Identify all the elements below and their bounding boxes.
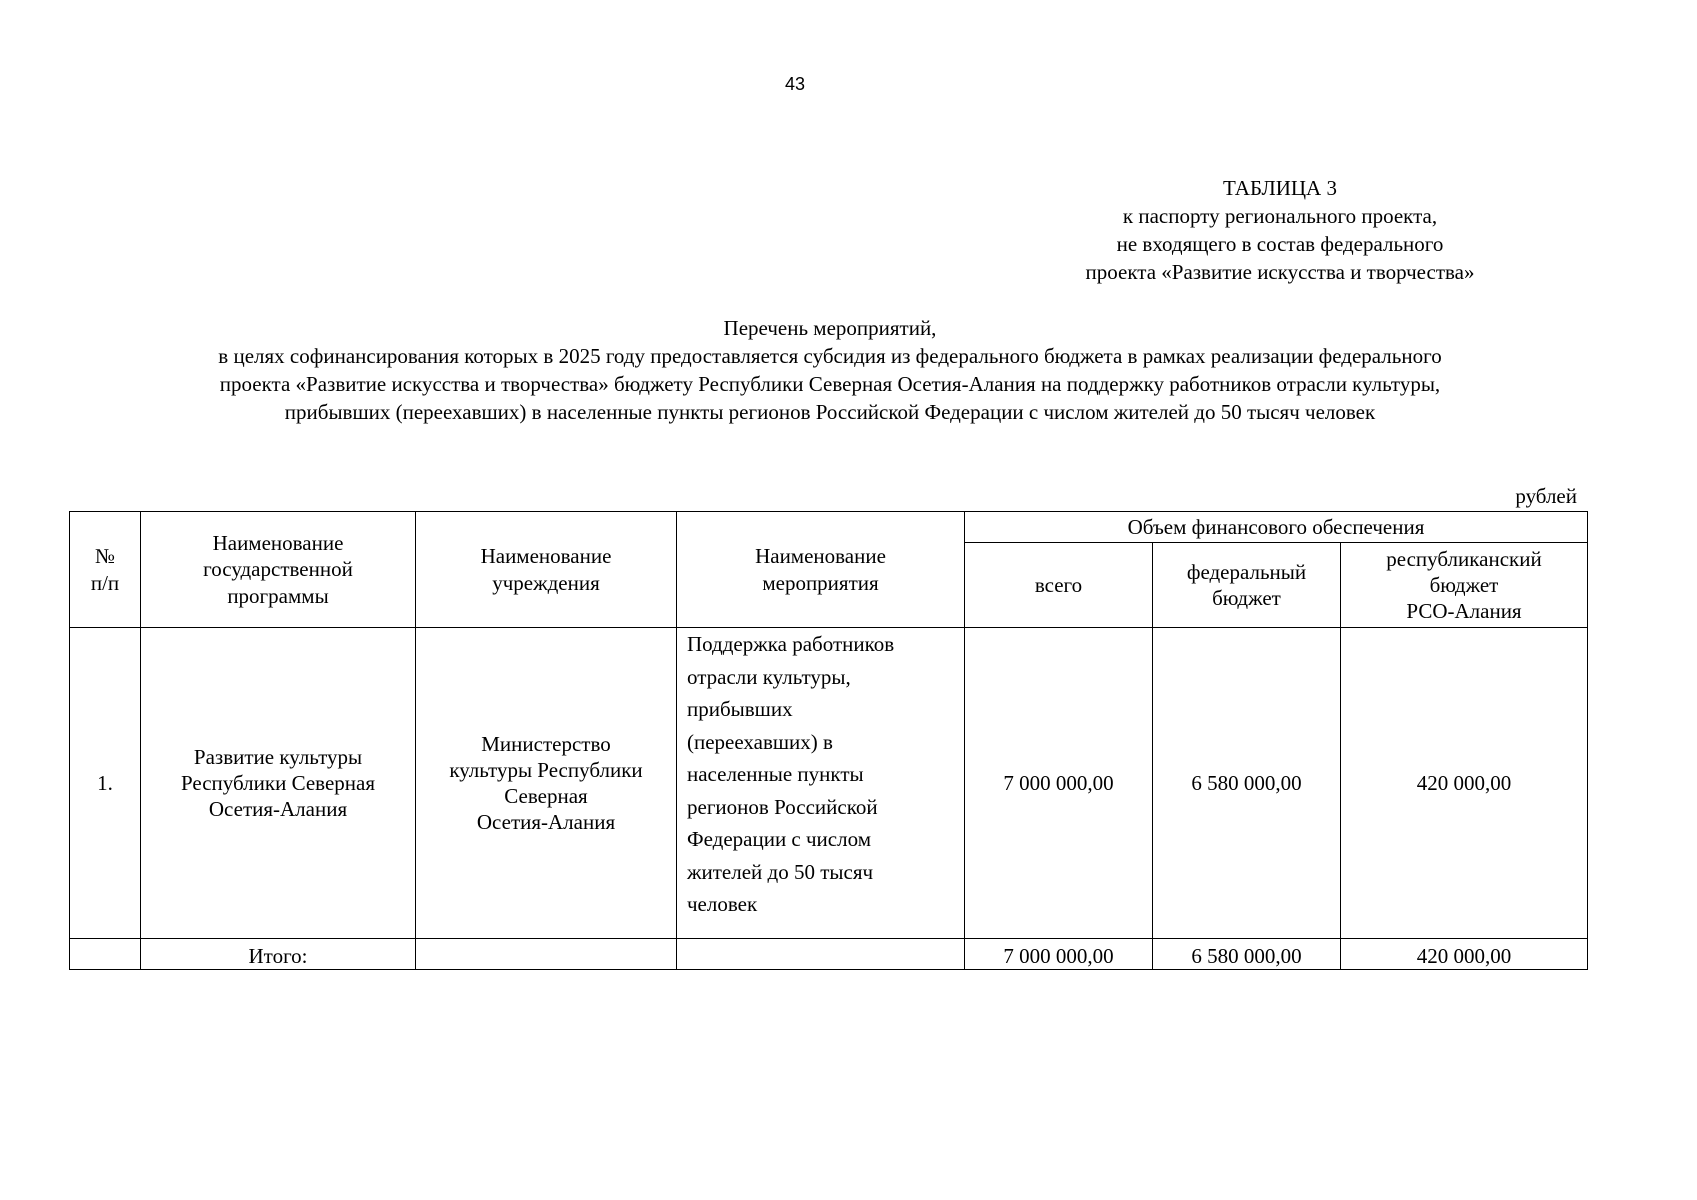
cell-text: (переехавших) в — [687, 729, 833, 754]
header-text: № — [94, 544, 116, 569]
header-institution — [416, 512, 677, 628]
document-heading — [60, 314, 1600, 426]
table-row — [70, 628, 1588, 939]
header-text: бюджет — [1212, 586, 1281, 610]
header-text: программы — [227, 583, 329, 608]
cell-text: Федерации с числом — [687, 827, 871, 851]
header-text: п/п — [90, 570, 120, 595]
cell-num: 1. — [70, 628, 141, 939]
cell-text: человек — [687, 892, 758, 916]
totals-republic: 420 000,00 — [1341, 939, 1588, 970]
cell-text: культуры Республики — [449, 757, 643, 782]
header-event — [677, 512, 965, 628]
header-text: бюджет — [1429, 572, 1499, 597]
totals-label: Итого: — [141, 939, 416, 970]
attachment-line: не входящего в состав федерального — [1116, 232, 1444, 256]
heading-line: прибывших (переехавших) в населенные пункты регионов Российской Федерации с числом жителей до 50 тысяч человек — [284, 400, 1376, 424]
cell-text: жителей до 50 тысяч — [687, 859, 874, 884]
cell-text: Республики Северная — [180, 770, 375, 795]
header-text: Наименование — [212, 531, 344, 556]
header-text: федеральный — [1186, 559, 1307, 584]
cell-text: регионов Российской — [687, 794, 878, 819]
header-num — [70, 512, 141, 628]
cell-empty — [677, 939, 965, 970]
totals-federal: 6 580 000,00 — [1153, 939, 1341, 970]
cell-total: 7 000 000,00 — [965, 628, 1153, 939]
cell-institution — [416, 628, 677, 939]
cell-federal: 6 580 000,00 — [1153, 628, 1341, 939]
header-total: всего — [965, 543, 1153, 628]
units-label: рублей — [1515, 484, 1577, 508]
cell-event — [677, 628, 965, 939]
header-text: РСО-Алания — [1406, 599, 1522, 624]
header-text: республиканский — [1386, 546, 1542, 571]
header-text: государственной — [203, 557, 353, 582]
attachment-line: проекта «Развитие искусства и творчества» — [1085, 260, 1475, 284]
cell-text: Развитие культуры — [193, 744, 363, 769]
attachment-block — [1040, 174, 1520, 286]
attachment-line: к паспорту регионального проекта, — [1122, 204, 1438, 228]
heading-line: проекта «Развитие искусства и творчества» бюджету Республики Северная Осетия-Алания на поддержку работников отрасли культуры, — [219, 372, 1441, 396]
cell-program — [141, 628, 416, 939]
header-text: учреждения — [492, 570, 600, 595]
cell-text: прибывших — [687, 697, 793, 721]
totals-row — [70, 939, 1588, 970]
heading-line: в целях софинансирования которых в 2025 году предоставляется субсидия из федерального бюджета в рамках реализации федерального — [218, 344, 1442, 368]
cell-text: Министерство — [481, 731, 611, 756]
header-text: мероприятия — [762, 570, 879, 595]
header-funding-group: Объем финансового обеспечения — [965, 512, 1588, 543]
header-text: Наименование — [480, 544, 612, 569]
attachment-title: ТАБЛИЦА 3 — [1223, 176, 1337, 200]
cell-text: населенные пункты — [687, 762, 864, 786]
header-republic — [1341, 543, 1588, 628]
cell-text: Северная — [504, 784, 588, 808]
cell-text: отрасли культуры, — [687, 664, 851, 689]
cell-republic: 420 000,00 — [1341, 628, 1588, 939]
funding-table — [69, 511, 1588, 970]
page-number: 43 — [784, 74, 806, 94]
cell-text: Поддержка работников — [687, 632, 895, 656]
header-federal — [1153, 543, 1341, 628]
header-text: Наименование — [755, 544, 886, 569]
header-row — [70, 512, 1588, 543]
header-program — [141, 512, 416, 628]
cell-empty — [70, 939, 141, 970]
cell-empty — [416, 939, 677, 970]
cell-text: Осетия-Алания — [476, 810, 616, 835]
heading-line: Перечень мероприятий, — [723, 316, 937, 340]
totals-total: 7 000 000,00 — [965, 939, 1153, 970]
cell-text: Осетия-Алания — [208, 797, 348, 822]
